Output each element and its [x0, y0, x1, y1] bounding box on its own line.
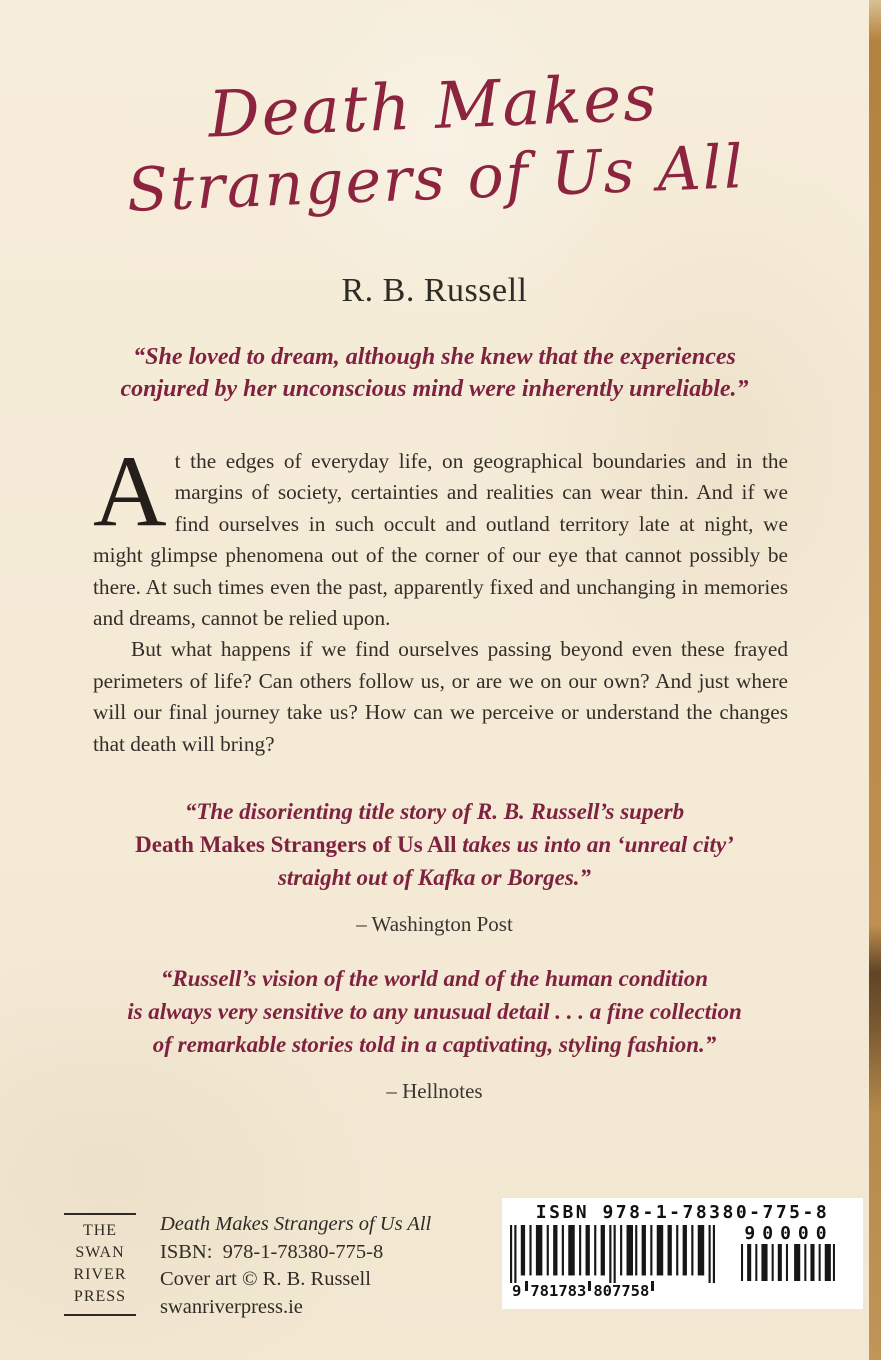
- ean13-digits: [510, 1283, 715, 1299]
- barcode-isbn-text: ISBN 978-1-78380-775-8: [535, 1202, 830, 1223]
- epigraph-line-2: conjured by her unconscious mind were inherently unreliable.”: [120, 376, 749, 402]
- review-hellnotes: [0, 962, 869, 1108]
- review2-line-2: is always very sensitive to any unusual detail . . . a fine collection: [127, 999, 742, 1024]
- ean-digit-group-2: 781783: [530, 1282, 587, 1300]
- title-line-1: Death Makes: [206, 61, 660, 153]
- logo-line-the: THE: [82, 1222, 118, 1239]
- review1-book-title: Death Makes Strangers of Us All: [135, 832, 457, 857]
- author-name: R. B. Russell: [341, 272, 528, 309]
- cover-art-edge-strip: [869, 0, 881, 1360]
- epigraph-quote: [0, 341, 869, 405]
- logo-line-river: RIVER: [73, 1266, 127, 1283]
- review1-line-2: [0, 828, 869, 861]
- ean13-bars: [510, 1225, 715, 1283]
- guard-bar: [651, 1281, 654, 1291]
- addon-bars: [741, 1244, 837, 1281]
- drop-cap: A: [93, 435, 167, 548]
- blurb-paragraph-2: But what happens if we find ourselves passing beyond even these frayed perimeters of life? Can others follow us, or are we on our own? And just where will our final journey take us? How can we perceive or understand the changes that death will bring?: [93, 637, 788, 756]
- isbn-barcode: [502, 1198, 863, 1309]
- ean-digit-group-1: 9: [512, 1282, 522, 1300]
- review1-attribution: – Washington Post: [356, 912, 513, 936]
- addon-barcode: [729, 1225, 849, 1306]
- review2-line-3: of remarkable stories told in a captivating, styling fashion.”: [152, 1032, 717, 1057]
- colophon-website: swanriverpress.ie: [160, 1295, 303, 1318]
- title-line-2: Strangers of Us All: [125, 132, 747, 227]
- back-cover-blurb: [93, 435, 788, 760]
- review-washington-post: [0, 795, 869, 941]
- colophon-isbn: ISBN: 978-1-78380-775-8: [160, 1240, 384, 1263]
- ean-digit-group-3: 807758: [593, 1282, 650, 1300]
- swan-river-press-logo: [64, 1213, 136, 1316]
- barcode-body: [510, 1225, 855, 1306]
- ean13-barcode: [510, 1225, 715, 1306]
- review1-line-3: straight out of Kafka or Borges.”: [277, 865, 592, 890]
- review1-line-2-rest: takes us into an ‘unreal city’: [456, 832, 734, 857]
- colophon-title: Death Makes Strangers of Us All: [160, 1213, 432, 1235]
- logo-line-swan: SWAN: [75, 1244, 125, 1261]
- review2-attribution: – Hellnotes: [386, 1079, 483, 1103]
- book-title-script: [0, 55, 871, 229]
- logo-line-press: PRESS: [73, 1288, 127, 1305]
- addon-digits: 90000: [744, 1223, 834, 1244]
- review2-line-1: “Russell’s vision of the world and of the human condition: [160, 966, 709, 991]
- review1-line-1: “The disorienting title story of R. B. Russell’s superb: [184, 799, 685, 824]
- colophon-cover-art-credit: Cover art © R. B. Russell: [160, 1268, 371, 1290]
- epigraph-line-1: “She loved to dream, although she knew that the experiences: [133, 344, 736, 370]
- colophon-block: [160, 1211, 431, 1321]
- blurb-paragraph-1: [93, 435, 788, 634]
- blurb-paragraph-1-text: t the edges of everyday life, on geographical boundaries and in the margins of society, certainties and realities can wear thin. And if we find ourselves in such occult and outland territory late at night, we might glimpse phenomena out of the corner of our eye that cannot possibly be there. At such times even the past, apparently fixed and unchanging in memories and dreams, cannot be relied upon.: [93, 449, 788, 631]
